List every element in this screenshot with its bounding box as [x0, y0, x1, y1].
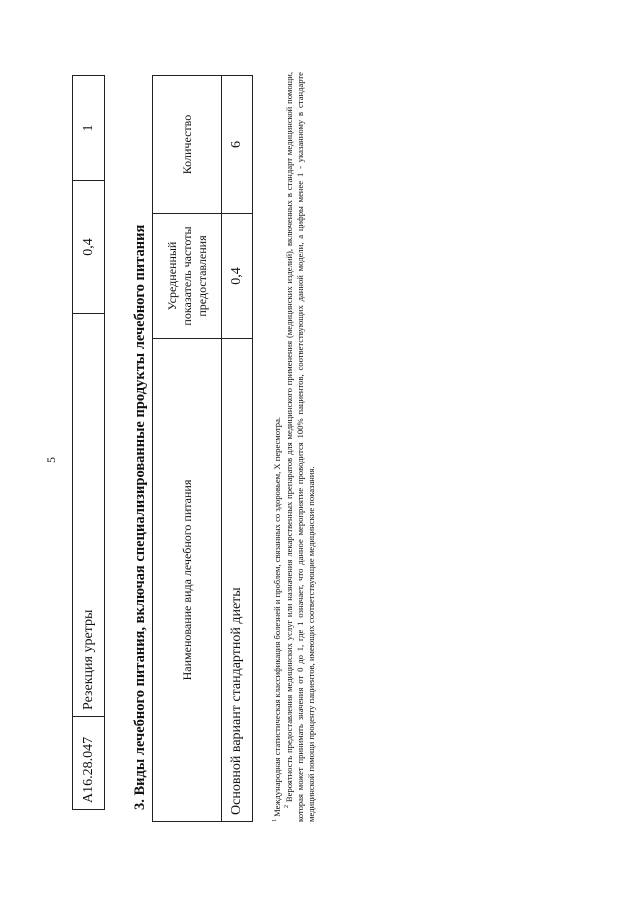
diet-name: Основной вариант стандартной диеты — [222, 339, 253, 822]
service-frequency: 0,4 — [73, 181, 105, 314]
services-table — [72, 75, 105, 810]
service-name: Резекция уретры — [73, 314, 105, 717]
footnotes — [270, 72, 316, 822]
header-quantity: Количество — [153, 76, 222, 214]
table-row — [73, 76, 105, 810]
nutrition-table — [152, 75, 253, 822]
footnote-1: $^1$ Международная статистическая классификация болезней и проблем, связанных со здоровьем, X пересмотра. — [271, 416, 282, 822]
footnote-2: $^2$ Вероятность предоставления медицинских услуг или назначения лекарственных препаратов для медицинского применения (медицинских изделий), включенных в стандарт медицинской помощи, которая может принимать значения от 0 до 1, где 1 означает, что данное мероприятие проводится 100% пациентов, соответствующих данной модели, а цифры менее 1 - указанному в стандарте медицинской помощи проценту пациентов, имеющих соответствующие медицинские показания. — [284, 72, 316, 822]
table-header-row — [153, 76, 222, 822]
header-frequency: Усредненный показатель частоты предоставления — [153, 214, 222, 339]
table-row — [222, 76, 253, 822]
diet-frequency: 0,4 — [222, 214, 253, 339]
page-number: 5 — [44, 457, 58, 463]
service-quantity: 1 — [73, 76, 105, 181]
section-heading: 3. Виды лечебного питания, включая специализированные продукты лечебного питания — [132, 224, 148, 810]
diet-quantity: 6 — [222, 76, 253, 214]
header-name: Наименование вида лечебного питания — [153, 339, 222, 822]
service-code: A16.28.047 — [73, 717, 105, 810]
